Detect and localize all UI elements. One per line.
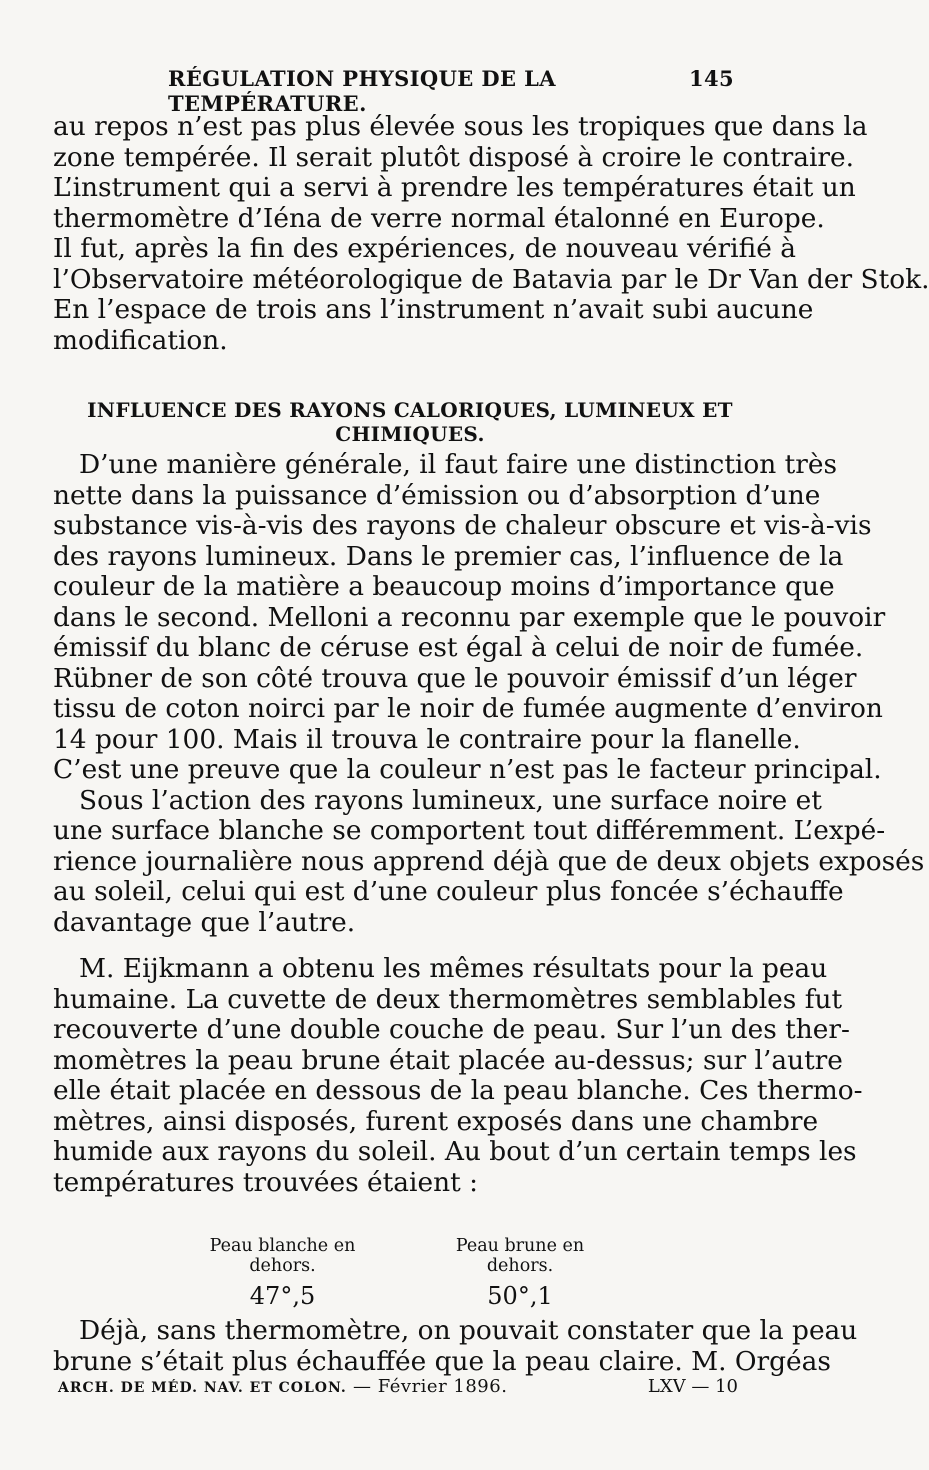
text-line: brune s’était plus échauffée que la peau claire. M. Orgéas xyxy=(53,1345,831,1377)
text-line: émissif du blanc de céruse est égal à celui de noir de fumée. xyxy=(53,632,864,663)
text-line: En l’espace de trois ans l’instrument n’avait subi aucune xyxy=(53,294,814,325)
text-line: dans le second. Melloni a reconnu par exemple que le pouvoir xyxy=(53,601,886,633)
text-line: rience journalière nous apprend déjà que de deux objets exposés xyxy=(53,845,925,877)
text-line: humide aux rayons du soleil. Au bout d’un certain temps les xyxy=(53,1136,857,1167)
running-title: RÉGULATION PHYSIQUE DE LA TEMPÉRATURE. xyxy=(168,66,556,116)
text-line: davantage que l’autre. xyxy=(53,906,356,938)
text-line: mètres, ainsi disposés, furent exposés dans une chambre xyxy=(53,1105,819,1137)
page-footer xyxy=(58,1376,738,1404)
text-line: zone tempérée. Il serait plutôt disposé à croire le contraire. xyxy=(53,141,855,173)
measurement-label: Peau blanche en dehors. xyxy=(209,1236,356,1276)
measurement-brown-skin xyxy=(420,1236,620,1310)
signature-mark: LXV — 10 xyxy=(647,1376,738,1397)
paragraph-2 xyxy=(53,449,925,938)
issue-date: — Février 1896. xyxy=(353,1376,508,1397)
text-line: thermomètre d’Iéna de verre normal étalonné en Europe. xyxy=(53,202,825,234)
text-line: l’Observatoire météorologique de Batavia par le Dr Van der Stok. xyxy=(53,263,929,295)
text-line: modification. xyxy=(53,324,228,356)
text-line: au soleil, celui qui est d’une couleur plus foncée s’échauffe xyxy=(53,876,844,907)
text-line: Rübner de son côté trouva que le pouvoir émissif d’un léger xyxy=(53,662,857,694)
running-header xyxy=(168,66,734,116)
text-line: momètres la peau brune était placée au-dessus; sur l’autre xyxy=(53,1044,843,1076)
text-line: C’est une preuve que la couleur n’est pas le facteur principal. xyxy=(53,754,882,785)
text-line: elle était placée en dessous de la peau blanche. Ces thermo- xyxy=(53,1075,863,1106)
measurement-value: 50°,1 xyxy=(487,1282,553,1310)
page-number: 145 xyxy=(688,66,734,91)
text-line: couleur de la matière a beaucoup moins d’importance que xyxy=(53,571,835,602)
paragraph-4 xyxy=(53,1315,858,1377)
measurement-label: Peau brune en dehors. xyxy=(455,1236,585,1276)
temperature-measurements xyxy=(0,1236,800,1310)
text-line: L’instrument qui a servi à prendre les températures était un xyxy=(53,172,856,203)
section-heading: INFLUENCE DES RAYONS CALORIQUES, LUMINEUX ET CHIMIQUES. xyxy=(87,398,733,446)
text-line: substance vis-à-vis des rayons de chaleur obscure et vis-à-vis xyxy=(53,510,872,541)
text-line: températures trouvées étaient : xyxy=(53,1166,478,1198)
text-line: une surface blanche se comportent tout différemment. L’expé- xyxy=(53,815,886,846)
measurement-value: 47°,5 xyxy=(249,1282,316,1310)
footer-citation xyxy=(58,1376,507,1397)
text-line: humaine. La cuvette de deux thermomètres semblables fut xyxy=(53,983,843,1015)
text-line: Déjà, sans thermomètre, on pouvait constater que la peau xyxy=(79,1315,858,1346)
paragraph-3 xyxy=(53,953,863,1198)
text-line: tissu de coton noirci par le noir de fumée augmente d’environ xyxy=(53,693,883,724)
text-line: 14 pour 100. Mais il trouva le contraire pour la flanelle. xyxy=(53,723,801,755)
text-line: Il fut, après la fin des expériences, de nouveau vérifié à xyxy=(53,233,796,264)
text-line: Sous l’action des rayons lumineux, une surface noire et xyxy=(79,784,822,816)
text-line: au repos n’est pas plus élevée sous les tropiques que dans la xyxy=(53,111,868,142)
measurement-white-skin xyxy=(175,1236,390,1310)
text-line: des rayons lumineux. Dans le premier cas, l’influence de la xyxy=(53,540,844,572)
text-line: D’une manière générale, il faut faire une distinction très xyxy=(79,449,838,480)
paragraph-1 xyxy=(53,111,929,356)
text-line: M. Eijkmann a obtenu les mêmes résultats pour la peau xyxy=(79,953,828,984)
text-line: nette dans la puissance d’émission ou d’absorption d’une xyxy=(53,479,821,511)
text-line: recouverte d’une double couche de peau. Sur l’un des ther- xyxy=(53,1014,850,1045)
journal-name: ARCH. DE MÉD. NAV. ET COLON. xyxy=(58,1380,347,1396)
